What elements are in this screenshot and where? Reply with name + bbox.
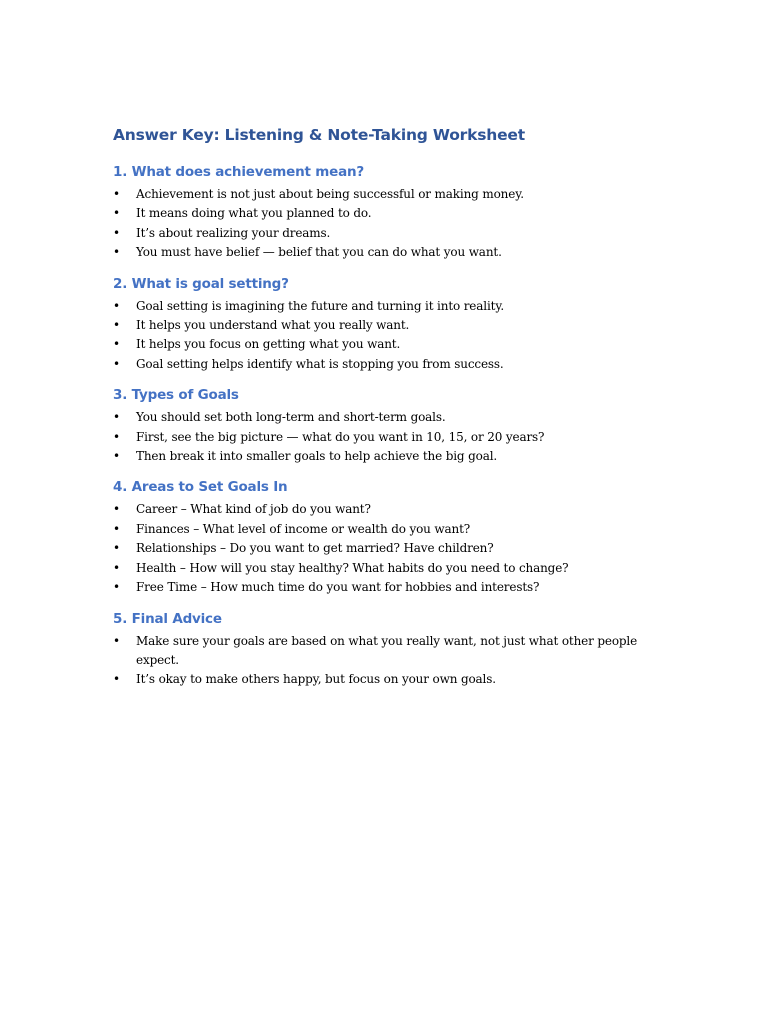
list-item-text: Health – How will you stay healthy? What habits do you need to change?	[136, 560, 569, 575]
bullet-icon: •	[113, 410, 120, 425]
bullet-icon: •	[113, 449, 120, 464]
list-item	[113, 335, 653, 354]
list-item	[113, 185, 653, 204]
list-item-text: It helps you understand what you really want.	[136, 318, 410, 333]
bullet-list	[113, 500, 653, 597]
bullet-list	[113, 297, 653, 375]
section-heading: 2. What is goal setting?	[113, 275, 289, 292]
list-item-text: Goal setting helps identify what is stopping you from success.	[136, 356, 504, 371]
bullet-icon: •	[113, 225, 120, 240]
bullet-icon: •	[113, 429, 120, 444]
bullet-icon: •	[113, 245, 120, 260]
bullet-list	[113, 632, 653, 690]
list-item	[113, 204, 653, 223]
document-title: Answer Key: Listening & Note-Taking Worksheet	[113, 126, 525, 144]
bullet-icon: •	[113, 541, 120, 556]
section-5	[113, 609, 653, 690]
section-1	[113, 162, 653, 263]
list-item-text: Finances – What level of income or wealth do you want?	[136, 521, 471, 536]
bullet-icon: •	[113, 633, 120, 648]
list-item-text: Then break it into smaller goals to help achieve the big goal.	[136, 449, 498, 464]
bullet-icon: •	[113, 560, 120, 575]
list-item	[113, 539, 653, 558]
list-item	[113, 355, 653, 374]
sections-container	[113, 162, 653, 690]
document-body	[113, 124, 653, 701]
list-item	[113, 447, 653, 466]
bullet-icon: •	[113, 521, 120, 536]
list-item-text: It’s about realizing your dreams.	[136, 225, 331, 240]
list-item-text: Career – What kind of job do you want?	[136, 502, 371, 517]
list-item-text: Achievement is not just about being successful or making money.	[136, 187, 524, 201]
list-item-text: Goal setting is imagining the future and turning it into reality.	[136, 298, 505, 313]
list-item-text: You should set both long-term and short-term goals.	[136, 410, 446, 425]
bullet-icon: •	[113, 318, 120, 333]
section-heading: 5. Final Advice	[113, 610, 222, 627]
list-item	[113, 500, 653, 519]
list-item-text: It means doing what you planned to do.	[136, 206, 372, 221]
section-heading: 1. What does achievement mean?	[113, 164, 365, 180]
list-item	[113, 578, 653, 597]
list-item	[113, 297, 653, 316]
bullet-icon: •	[113, 187, 120, 201]
section-heading: 4. Areas to Set Goals In	[113, 479, 288, 496]
section-heading: 3. Types of Goals	[113, 387, 239, 404]
list-item	[113, 520, 653, 539]
list-item	[113, 670, 653, 689]
list-item	[113, 316, 653, 335]
list-item	[113, 224, 653, 243]
list-item	[113, 408, 653, 427]
list-item-text: It helps you focus on getting what you want.	[136, 337, 401, 352]
list-item	[113, 243, 653, 262]
bullet-icon: •	[113, 580, 120, 595]
bullet-icon: •	[113, 672, 120, 687]
list-item	[113, 559, 653, 578]
section-3	[113, 385, 653, 466]
bullet-icon: •	[113, 356, 120, 371]
bullet-list	[113, 408, 653, 466]
list-item-text: Relationships – Do you want to get married? Have children?	[136, 541, 494, 556]
list-item-text: You must have belief — belief that you can do what you want.	[136, 245, 502, 260]
list-item-text: It’s okay to make others happy, but focus on your own goals.	[136, 672, 496, 687]
section-2	[113, 274, 653, 375]
bullet-icon: •	[113, 298, 120, 313]
section-4	[113, 477, 653, 597]
list-item-text: Make sure your goals are based on what you really want, not just what other people expect.	[136, 633, 638, 667]
bullet-icon: •	[113, 337, 120, 352]
bullet-list	[113, 185, 653, 263]
bullet-icon: •	[113, 206, 120, 221]
list-item	[113, 428, 653, 447]
list-item-text: Free Time – How much time do you want for hobbies and interests?	[136, 580, 540, 595]
list-item	[113, 632, 653, 671]
list-item-text: First, see the big picture — what do you want in 10, 15, or 20 years?	[136, 429, 545, 444]
bullet-icon: •	[113, 502, 120, 517]
